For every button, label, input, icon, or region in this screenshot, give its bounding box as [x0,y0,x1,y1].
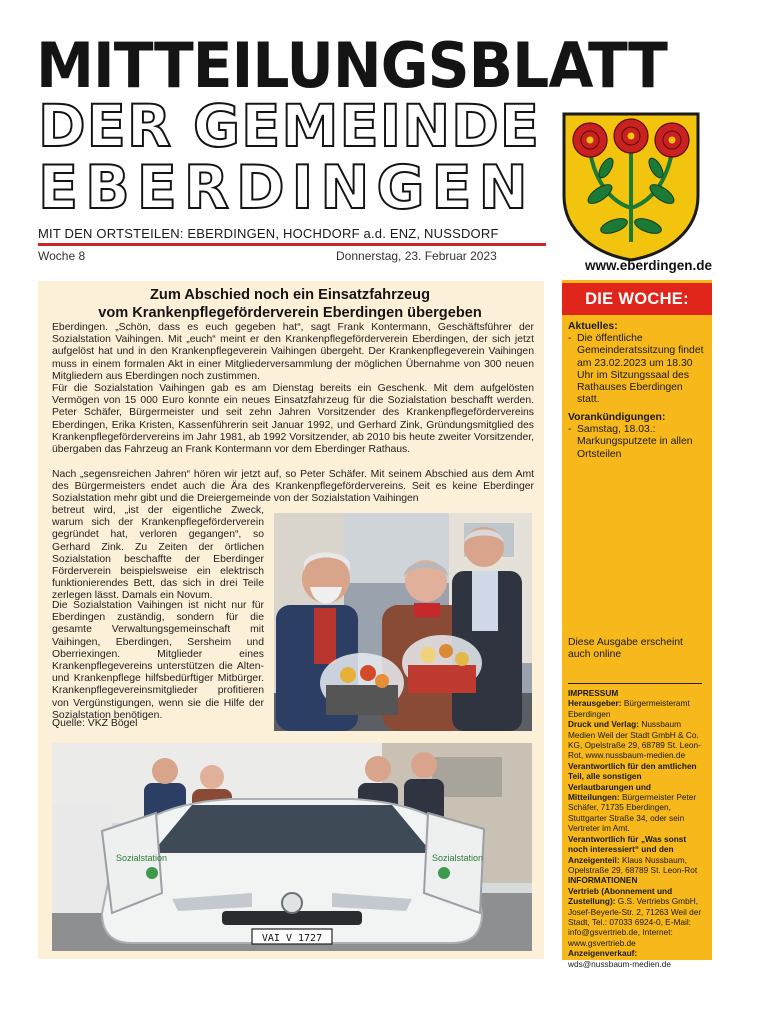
sidebar-current-item: - Die öffentliche Gemeinderatssitzung findet am 23.02.2023 um 18.30 Uhr im Sitzungssaal des Rathauses Eberdingen statt. [568,333,708,406]
impressum-ads[interactable]: wds@nussbaum-medien.de [568,958,671,969]
article-paragraph-3-wide: Nach „segensreichen Jahren“ hören wir jetzt auf, so Peter Schäfer. Mit seinem Abschied aus dem Amt des Bürgermeisters endet auch die Ära des Krankenpflegefördervereins. Seit es keine Eberdinger Sozialstation mehr gibt und die Dreiergemeinde von der Sozialstation Vaihingen [52,469,534,505]
sidebar-online-note: Diese Ausgabe erscheint auch online [568,637,683,661]
masthead-subtitle: MIT DEN ORTSTEILEN: EBERDINGEN, HOCHDORF a.d. ENZ, NUSSDORF [38,226,499,241]
handover-photo [274,513,532,731]
sidebar-announcements-item: - Samstag, 18.03.: Markungsputzete in allen Ortsteilen [568,424,708,461]
article-paragraph-1: Eberdingen. „Schön, dass es euch gegeben hat“, sagt Frank Kontermann, Geschäftsführer der Sozialstation Vaihingen. Mit „euch“ meint er den Krankenpflegeförderverein Eberdingen, der sich jetzt aufgelöst hat und in den Krankenpflegeverein Vaihingen übergeht. Der Krankenpflegeverein Vaihingen muss in einem formalen Akt in einer Mitgliederversammlung der möglichen Übernahme von 300 neuen Mitgliedern aus Eberdingen noch zustimmen. [52,322,534,382]
impressum-info-label: INFORMATIONEN [568,875,638,886]
website-link[interactable]: www.eberdingen.de [584,258,712,273]
impressum-distribution: G.S. Vertriebs GmbH, Josef-Beyerle-Str. 2, 71263 Weil der Stadt, Tel.: 07033 6924-0, E-Mail: info@gsvertrieb.de, Internet: www.gsvertrieb.de [568,896,702,948]
article-headline-line1: Zum Abschied noch ein Einsatzfahrzeug [149,287,431,303]
issue-week: Woche 8 [38,249,86,263]
impressum-title: IMPRESSUM [568,688,619,698]
coat-of-arms-icon [560,110,702,262]
impressum-print: Nussbaum Medien Weil der Stadt GmbH & Co. KG, Opelstraße 29, 68789 St. Leon-Rot, www.nussbaum-medien.de [568,719,701,761]
sidebar-title-text: DIE WOCHE: [585,290,689,308]
impressum-official-label: Verantwortlich für den amtlichen Teil, alle sonstigen Verlautbarungen und Mitteilungen: [568,760,697,803]
impressum-official: Bürgermeister Peter Schäfer, 71735 Eberdingen, Stuttgarter Straße 34, oder sein Vertreter im Amt. [568,792,697,834]
article-paragraph-4: Die Sozialstation Vaihingen ist nicht nur für Eberdingen zuständig, sondern für die gesamte Verwaltungsgemeinschaft mit Vaihingen, Eberdingen, Sersheim und Oberriexingen. Mitglieder eines Krankenpflegevereins unterstützen die Alten- und Krankenpflege hilfsbedürftiger Mitbürger. Krankenpflegevereinsmitglieder profitieren von Vergünstigungen, wenn sie die Hilfe der Sozialstation benötigen. [52,600,264,721]
impressum-publisher: Bürgermeisteramt Eberdingen [568,698,690,719]
sidebar-current-heading: Aktuelles: [568,321,618,332]
issue-date: Donnerstag, 23. Februar 2023 [336,249,497,263]
impressum-other: Klaus Nussbaum, Opelstraße 29, 68789 St. Leon-Rot [568,854,698,875]
sidebar-current-news [568,321,708,406]
impressum-print-label: Druck und Verlag: [568,719,640,730]
sidebar-announcements [568,412,708,461]
masthead-title-line3: EBERDINGEN [38,153,535,223]
masthead-title-line1: MITTEILUNGSBLATT [36,29,667,102]
article-headline [40,286,540,322]
impressum-distribution-label: Vertrieb (Abonnement und Zustellung): [568,885,673,907]
car-side-text-right: Sozialstation [432,853,484,863]
article-paragraph-2: Für die Sozialstation Vaihingen gab es am Dienstag bereits ein Geschenk. Mit dem aufgelösten Vermögen von 15 000 Euro konnte ein neues Einsatzfahrzeug für die Sozialstation beschafft werden. Peter Schäfer, Bürgermeister und seit zehn Jahren Vorsitzender des Krankenpflegefördervereins Eberdingen, Erika Kristen, Kassenführerin seit Januar 1992, und Gerhard Zink, Gründungsmitglied des Krankenpflegefördervereins im Jahr 1981, ab 1992 Vorsitzender, ab 2010 bis heute zweiter Vorsitzender, übergaben das Fahrzeug an Frank Kontermann vor dem Eberdinger Rathaus. [52,383,534,456]
article-paragraph-3-narrow: betreut wird, „ist der eigentliche Zweck, warum sich der Krankenpflegeförderverein gegründet hat, verloren gegangen“, so Gerhard Zink. Zu Zeiten der örtlichen Sozialstation beschaffte der Eberdinger Förderverein beispielsweise ein elektrisch funktionierendes Bett, das sich in drei Teile zerlegen lässt. Damals ein Novum. [52,505,264,602]
car-handover-photo [52,743,532,951]
car-license-plate: VAI V 1727 [261,933,323,944]
sidebar-divider [568,683,702,684]
impressum-other-label: Verantwortlich für „Was sonst noch interessiert“ und den Anzeigenteil: [568,833,687,865]
impressum-ads-label: Anzeigenverkauf: [568,948,638,959]
impressum-publisher-label: Herausgeber: [568,698,622,709]
sidebar-announcements-heading: Vorankündigungen: [568,412,666,423]
impressum [568,688,704,969]
car-side-text-left: Sozialstation [116,853,168,863]
masthead-title-line2: DER GEMEINDE [38,92,541,160]
article-source: Quelle: VKZ Bögel [52,718,138,729]
masthead-divider [38,243,546,246]
sidebar-title [562,283,712,315]
article-headline-line2: vom Krankenpflegeförderverein Eberdingen übergeben [98,305,482,321]
